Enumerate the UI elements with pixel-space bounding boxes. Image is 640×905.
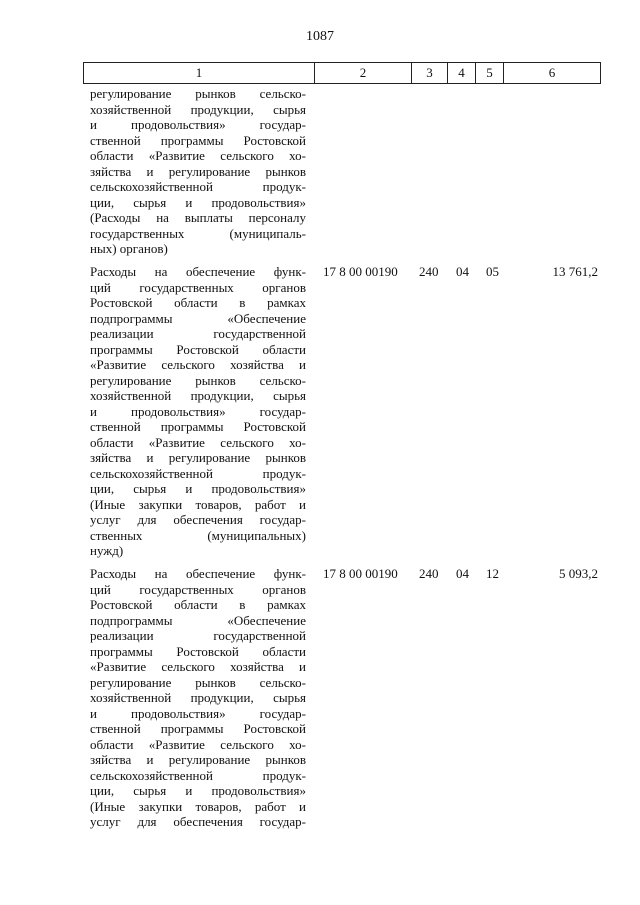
description-line: зяйства и регулирование рынков [90,163,306,179]
description-line: «Развитие сельского хозяйства и [90,357,306,372]
description-line: ных) органов) [90,241,168,256]
description-line: ций государственных органов [90,279,306,295]
description-line: подпрограммы «Обеспечение [90,612,306,628]
description-line: хозяйственной продукции, сырья [90,388,306,403]
target-code: 17 8 00 00190 [323,264,398,279]
description-line: хозяйственной продукции, сырья [90,101,306,117]
header-col-6: 6 [503,63,601,83]
header-col-1: 1 [83,63,314,83]
row-description [90,86,306,257]
page-number: 1087 [306,29,334,44]
description-line: сельскохозяйственной продук- [90,179,306,194]
description-line: (Иные закупки товаров, работ и [90,496,306,512]
section: 04 [456,264,469,279]
description-line: реализации государственной [90,326,306,341]
description-line: ственной программы Ростовской [90,132,306,148]
expense-type: 240 [419,264,439,279]
amount: 5 093,2 [559,566,598,581]
description-line: Расходы на обеспечение функ- [90,264,306,279]
description-line: зяйства и регулирование рынков [90,450,306,465]
description-line: сельскохозяйственной продук- [90,465,306,481]
description-line: ственных (муниципальных) [90,527,306,543]
row-description [90,264,306,559]
description-line: и продовольствия» государ- [90,403,306,419]
description-line: подпрограммы «Обеспечение [90,310,306,326]
description-line: регулирование рынков сельско- [90,372,306,388]
description-line: области «Развитие сельского хо- [90,148,306,163]
section: 04 [456,566,469,581]
row-description [90,566,306,830]
description-line: «Развитие сельского хозяйства и [90,659,306,674]
description-line: ции, сырья и продовольствия» [90,194,306,210]
description-line: хозяйственной продукции, сырья [90,690,306,705]
amount: 13 761,2 [552,264,598,279]
header-col-2: 2 [314,63,411,83]
description-line: сельскохозяйственной продук- [90,767,306,783]
description-line: (Иные закупки товаров, работ и [90,798,306,814]
description-line: (Расходы на выплаты персоналу [90,210,306,225]
description-line: государственных (муниципаль- [90,225,306,241]
description-line: зяйства и регулирование рынков [90,752,306,767]
target-code: 17 8 00 00190 [323,566,398,581]
description-line: ции, сырья и продовольствия» [90,481,306,496]
header-col-5: 5 [475,63,503,83]
description-line: ственной программы Ростовской [90,419,306,434]
description-line: услуг для обеспечения государ- [90,814,306,829]
table-header [83,62,601,84]
description-line: регулирование рынков сельско- [90,86,306,101]
description-line: области «Развитие сельского хо- [90,736,306,752]
expense-type: 240 [419,566,439,581]
description-line: ции, сырья и продовольствия» [90,783,306,798]
description-line: ственной программы Ростовской [90,721,306,736]
description-line: и продовольствия» государ- [90,705,306,721]
description-line: и продовольствия» государ- [90,117,306,132]
subsection: 05 [486,264,499,279]
description-line: нужд) [90,543,124,558]
description-line: ций государственных органов [90,581,306,597]
description-line: реализации государственной [90,628,306,643]
description-line: области «Развитие сельского хо- [90,434,306,450]
subsection: 12 [486,566,499,581]
description-line: регулирование рынков сельско- [90,674,306,690]
description-line: услуг для обеспечения государ- [90,512,306,527]
header-col-3: 3 [411,63,447,83]
description-line: программы Ростовской области [90,341,306,357]
description-line: программы Ростовской области [90,643,306,659]
description-line: Расходы на обеспечение функ- [90,566,306,581]
header-col-4: 4 [447,63,475,83]
description-line: Ростовской области в рамках [90,597,306,612]
description-line: Ростовской области в рамках [90,295,306,310]
